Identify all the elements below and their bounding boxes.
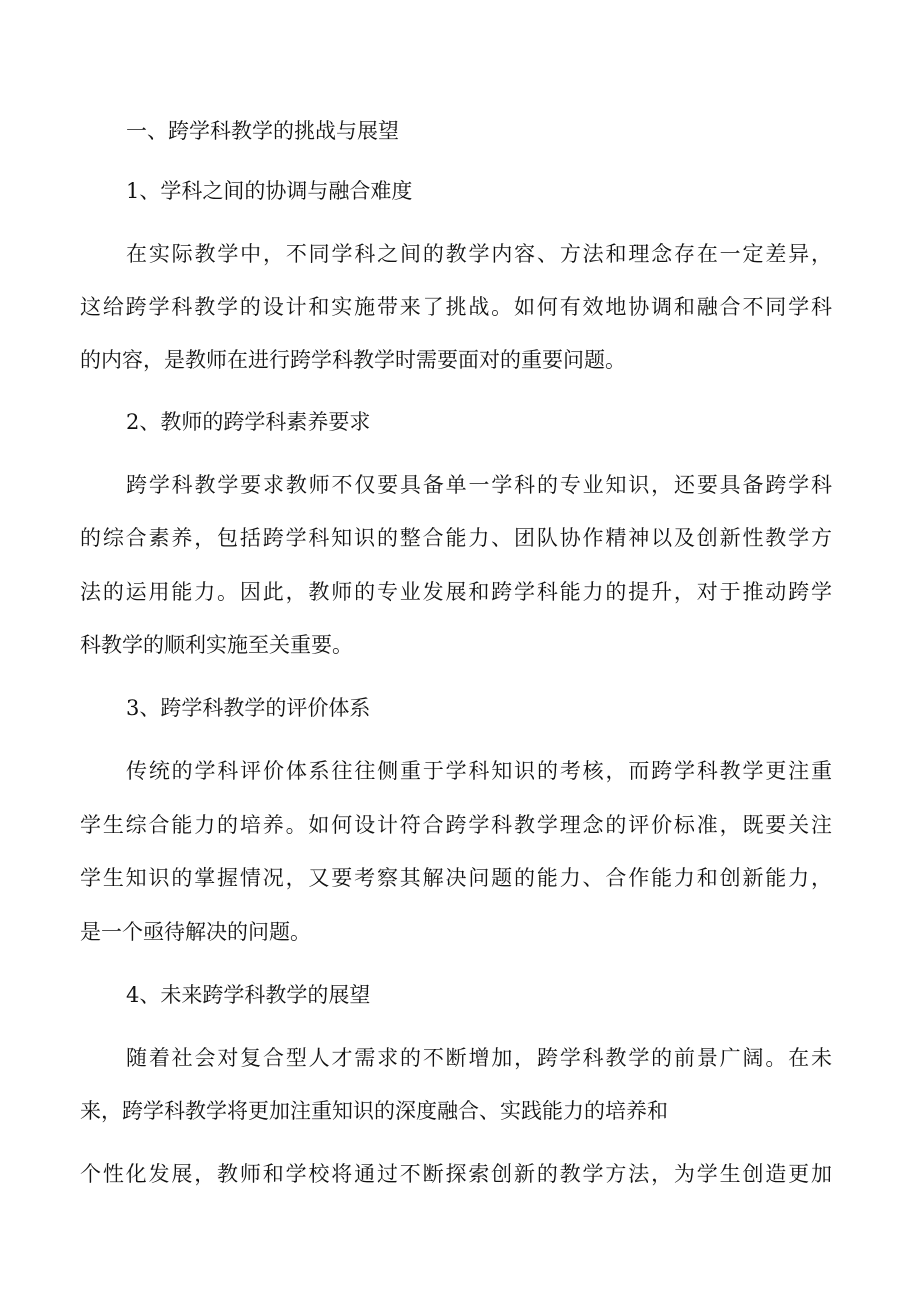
- subheading-1: 1、学科之间的协调与融合难度: [126, 179, 413, 203]
- paragraph-4-line-3: 个性化发展，教师和学校将通过不断探索创新的教学方法，为学生创造更加: [80, 1162, 832, 1186]
- subheading-3: 3、跨学科教学的评价体系: [126, 696, 371, 720]
- subheading-4: 4、未来跨学科教学的展望: [126, 983, 371, 1007]
- paragraph-3-line-1: 传统的学科评价体系往往侧重于学科知识的考核，而跨学科教学更注重: [126, 759, 832, 783]
- paragraph-2-line-3: 法的运用能力。因此，教师的专业发展和跨学科能力的提升，对于推动跨学: [80, 580, 832, 604]
- paragraph-4-line-2: 来，跨学科教学将更加注重知识的深度融合、实践能力的培养和: [80, 1099, 668, 1123]
- paragraph-4-line-1: 随着社会对复合型人才需求的不断增加，跨学科教学的前景广阔。在未: [126, 1046, 832, 1070]
- paragraph-3-line-4: 是一个亟待解决的问题。: [80, 920, 311, 944]
- paragraph-3-line-2: 学生综合能力的培养。如何设计符合跨学科教学理念的评价标准，既要关注: [80, 813, 832, 837]
- paragraph-2-line-2: 的综合素养，包括跨学科知识的整合能力、团队协作精神以及创新性教学方: [80, 526, 832, 550]
- paragraph-1-line-2: 这给跨学科教学的设计和实施带来了挑战。如何有效地协调和融合不同学科: [80, 295, 832, 319]
- section-title: 一、跨学科教学的挑战与展望: [126, 119, 399, 143]
- subheading-2: 2、教师的跨学科素养要求: [126, 410, 371, 434]
- paragraph-2-line-4: 科教学的顺利实施至关重要。: [80, 633, 353, 657]
- paragraph-1-line-3: 的内容，是教师在进行跨学科教学时需要面对的重要问题。: [80, 348, 626, 372]
- paragraph-2-line-1: 跨学科教学要求教师不仅要具备单一学科的专业知识，还要具备跨学科: [126, 473, 832, 497]
- paragraph-1-line-1: 在实际教学中，不同学科之间的教学内容、方法和理念存在一定差异，: [126, 242, 832, 266]
- paragraph-3-line-3: 学生知识的掌握情况，又要考察其解决问题的能力、合作能力和创新能力，: [80, 866, 832, 890]
